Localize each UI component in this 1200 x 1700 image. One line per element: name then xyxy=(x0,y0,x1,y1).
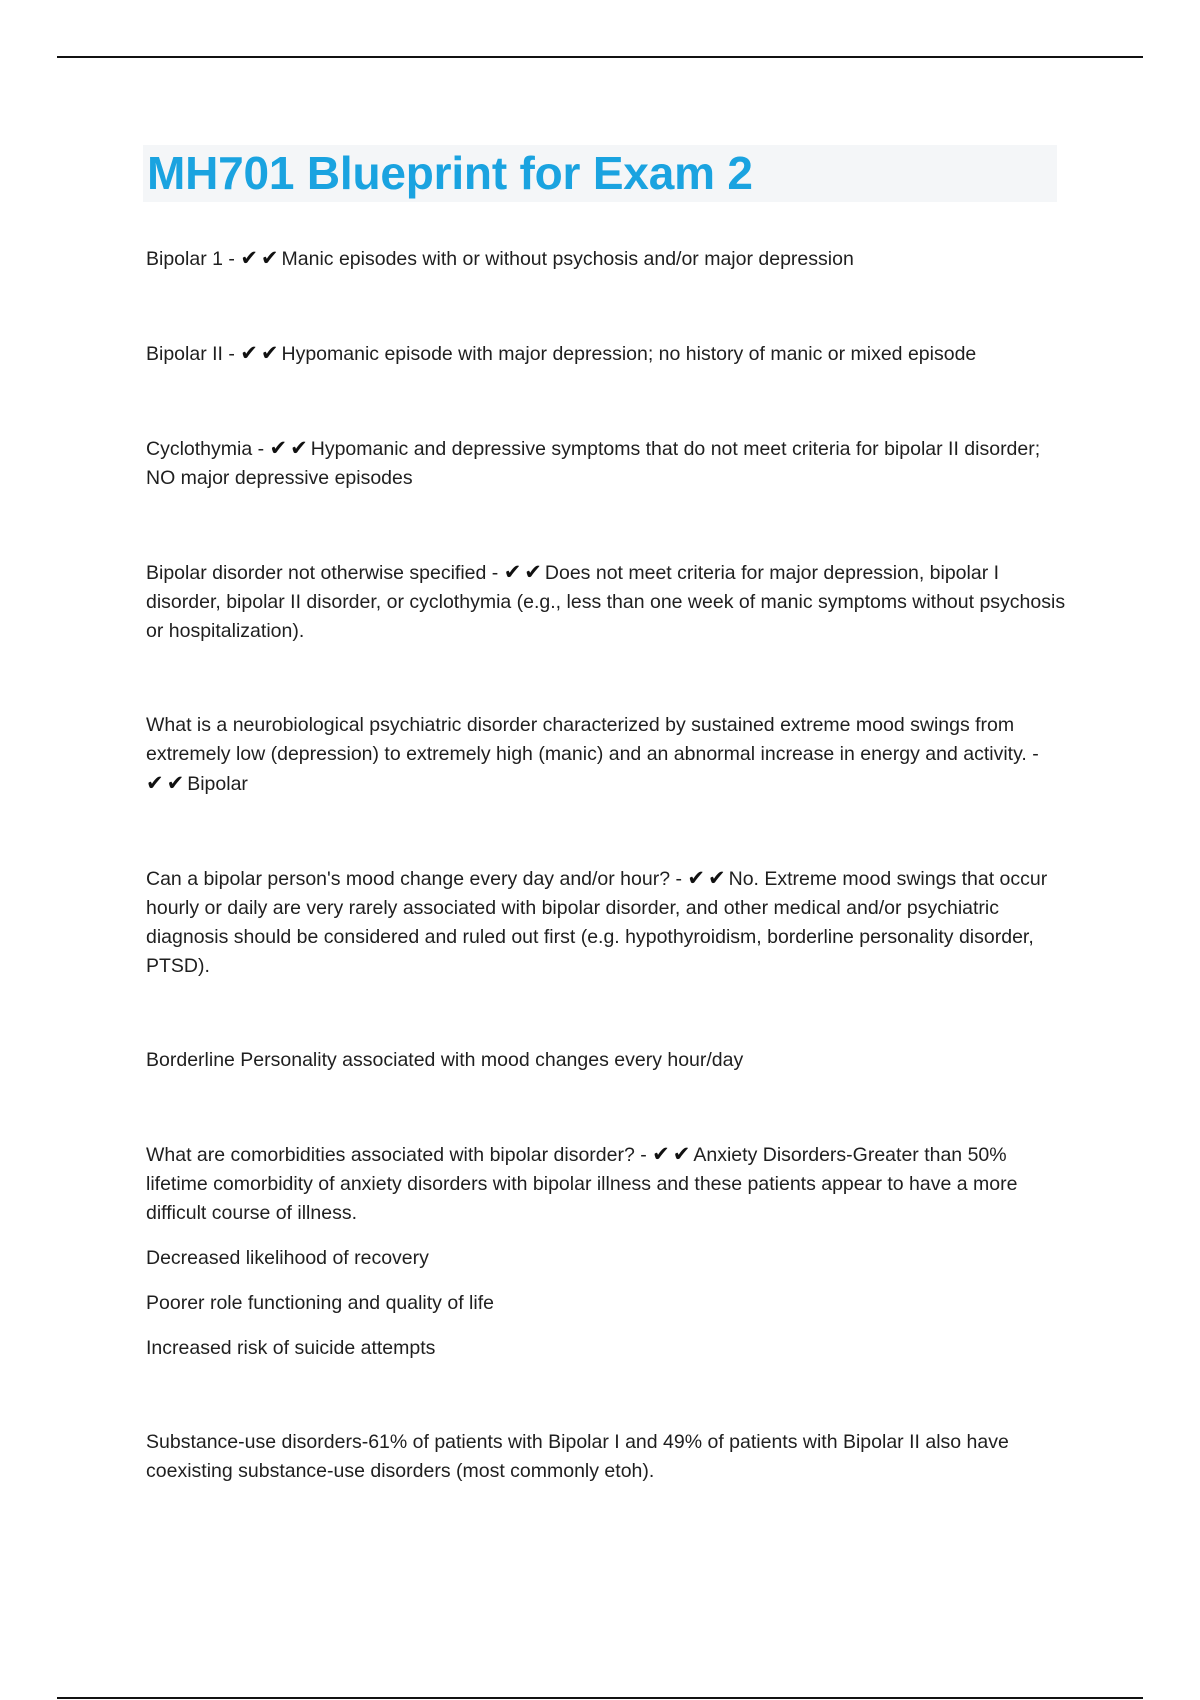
double-check-icon: ✔✔ xyxy=(269,436,311,460)
entry-term: Bipolar 1 xyxy=(146,248,223,270)
flashcard-entry: What are comorbidities associated with bipolar disorder? - ✔✔Anxiety Disorders-Greater than 50% lifetime comorbidity of anxiety disorders with bipolar illness and these patients appear to have a more difficult course of illness. xyxy=(146,1142,1018,1224)
entry-term: Cyclothymia xyxy=(146,438,253,460)
bottom-divider xyxy=(57,1697,1143,1699)
flashcard-entry: Bipolar II - ✔✔Hypomanic episode with major depression; no history of manic or mixed episode xyxy=(146,341,977,365)
entry-definition: Bipolar xyxy=(187,773,248,795)
double-check-icon: ✔✔ xyxy=(146,771,188,795)
comorbidity-point: Poorer role functioning and quality of life xyxy=(146,1292,494,1314)
double-check-icon: ✔✔ xyxy=(240,341,282,365)
entry-definition: Hypomanic and depressive symptoms that do not meet criteria for bipolar II disorder; NO major depressive episodes xyxy=(146,438,1041,489)
double-check-icon: ✔✔ xyxy=(687,866,729,890)
flashcard-entry: Bipolar disorder not otherwise specified - ✔✔Does not meet criteria for major depression, bipolar I disorder, bipolar II disorder, or cyclothymia (e.g., less than one week of manic symptoms without psychosis or hospitalization). xyxy=(146,560,1066,642)
flashcard-entry: What is a neurobiological psychiatric disorder characterized by sustained extreme mood swings from extremely low (depression) to extremely high (manic) and an abnormal increase in energy and activity. - ✔✔Bipolar xyxy=(146,714,1039,795)
substance-paragraph: Substance-use disorders-61% of patients with Bipolar I and 49% of patients with Bipolar II also have coexisting substance-use disorders (most commonly etoh). xyxy=(146,1431,1009,1482)
entry-term: What are comorbidities associated with bipolar disorder? xyxy=(146,1144,635,1166)
double-check-icon: ✔✔ xyxy=(652,1142,694,1166)
comorbidity-point: Increased risk of suicide attempts xyxy=(146,1337,436,1359)
flashcard-entry: Can a bipolar person's mood change every day and/or hour? - ✔✔No. Extreme mood swings that occur hourly or daily are very rarely associated with bipolar disorder, and other medical and/or psychiatric diagnosis should be considered and ruled out first (e.g. hypothyroidism, borderline personality disorder, PTSD). xyxy=(146,866,1048,977)
entry-definition: Anxiety Disorders-Greater than 50% lifetime comorbidity of anxiety disorders with bipolar illness and these patients appear to have a more difficult course of illness. xyxy=(146,1144,1018,1224)
document-title: MH701 Blueprint for Exam 2 xyxy=(147,147,753,199)
flashcard-entry: Cyclothymia - ✔✔Hypomanic and depressive symptoms that do not meet criteria for bipolar II disorder; NO major depressive episodes xyxy=(146,436,1041,489)
entry-term: Can a bipolar person's mood change every day and/or hour? xyxy=(146,868,671,890)
entry-definition: No. Extreme mood swings that occur hourly or daily are very rarely associated with bipolar disorder, and other medical and/or psychiatric diagnosis should be considered and ruled out first (e.g. hypothyroidism, borderline personality disorder, PTSD). xyxy=(146,868,1048,977)
top-divider xyxy=(57,56,1143,58)
entry-term: What is a neurobiological psychiatric disorder characterized by sustained extreme mood swings from extremely low (depression) to extremely high (manic) and an abnormal increase in energy and activity. xyxy=(146,714,1027,765)
entry-term: Bipolar II xyxy=(146,343,223,365)
double-check-icon: ✔✔ xyxy=(503,560,545,584)
entry-definition: Does not meet criteria for major depression, bipolar I disorder, bipolar II disorder, or cyclothymia (e.g., less than one week of manic symptoms without psychosis or hospitalization). xyxy=(146,562,1066,642)
document-body xyxy=(146,244,1066,1486)
comorbidity-point: Decreased likelihood of recovery xyxy=(146,1247,429,1269)
entry-definition: Hypomanic episode with major depression; no history of manic or mixed episode xyxy=(281,343,977,365)
note-paragraph: Borderline Personality associated with mood changes every hour/day xyxy=(146,1049,744,1071)
entry-definition: Manic episodes with or without psychosis and/or major depression xyxy=(281,248,854,270)
double-check-icon: ✔✔ xyxy=(240,246,282,270)
entry-term: Bipolar disorder not otherwise specified xyxy=(146,562,487,584)
flashcard-entry: Bipolar 1 - ✔✔Manic episodes with or without psychosis and/or major depression xyxy=(146,246,854,270)
